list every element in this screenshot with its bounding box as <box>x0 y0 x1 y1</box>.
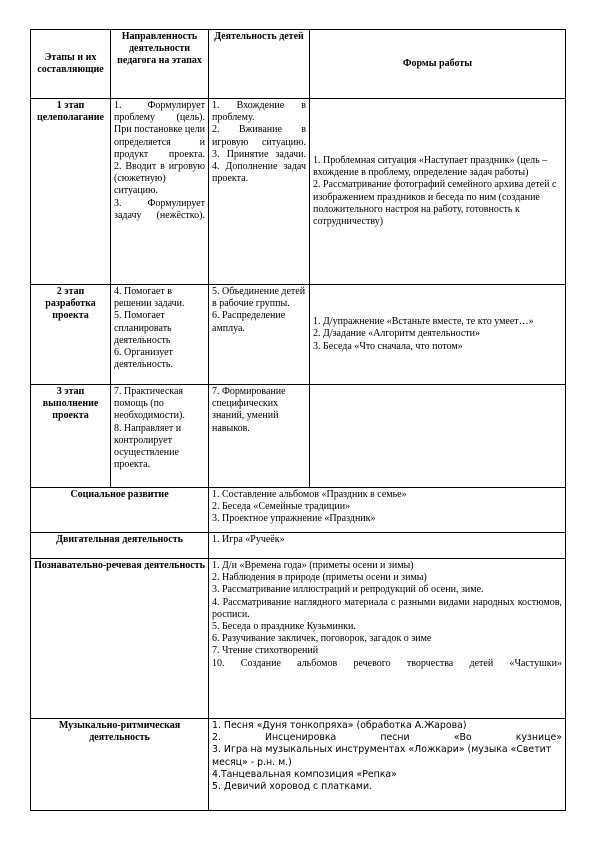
area-cognitive-item: 1. Д/и «Времена года» (приметы осени и зимы) <box>212 560 414 571</box>
table-row-stage-2 <box>31 285 566 385</box>
stage-1-teacher-item: 1. Формулирует проблему (цель). При постановке цели определяется и продукт проекта. <box>114 100 205 160</box>
area-cognitive-item: 4. Рассматривание наглядного материала с разными видами народных костюмов, росписи. <box>212 596 562 620</box>
area-social-items <box>209 488 566 533</box>
stage-1-children-item: 2. Вживание в игровую ситуацию. <box>212 124 306 148</box>
stage-2-teacher-item: 6. Организует деятельность. <box>114 347 173 371</box>
stage-1-teacher-item: 2. Вводит в игровую (сюжетную) ситуацию. <box>114 161 205 197</box>
area-social-item: 2. Беседа «Семейные традиции» <box>212 501 351 513</box>
stage-1-children-item: 3. Принятие задачи. <box>212 148 306 160</box>
area-motor-name: Двигательная деятельность <box>31 533 209 559</box>
stage-2-name: 2 этап разработка проекта <box>31 285 111 385</box>
area-social-item: 3. Проектное упражнение «Праздник» <box>212 513 376 525</box>
area-music-item: 5. Девичий хоровод с платками. <box>212 781 373 793</box>
header-teacher: Направленность деятельности педагога на этапах <box>111 30 209 99</box>
table-row-stage-1 <box>31 99 566 285</box>
area-motor-item: 1. Игра «Ручеёк» <box>212 534 285 545</box>
stage-1-children-item: 4. Дополнение задач проекта. <box>212 161 306 185</box>
area-cognitive-item: 7. Чтение стихотворений <box>212 645 319 657</box>
stage-2-forms-item: 1. Д/упражнение «Встаньте вместе, те кто умеет…» <box>313 316 534 328</box>
table-row-area-cognitive <box>31 559 566 719</box>
stage-3-teacher <box>111 385 209 488</box>
stage-1-forms-item: 1. Проблемная ситуация «Наступает праздник» (цель – вхождение в проблему, определение задач работы) <box>313 154 548 179</box>
area-music-item: 4.Танцевальная композиция «Репка» <box>212 768 397 780</box>
stage-3-name: 3 этап выполнение проекта <box>31 385 111 488</box>
area-cognitive-item: 2. Наблюдения в природе (приметы осени и зимы) <box>212 572 427 584</box>
table-row-area-motor <box>31 533 566 559</box>
stage-1-teacher <box>111 99 209 285</box>
stage-1-name: 1 этап целеполагание <box>31 99 111 285</box>
stage-3-teacher-item: 7. Практическая помощь (по необходимости). <box>114 386 185 422</box>
stage-3-children <box>209 385 310 488</box>
area-cognitive-name: Познавательно-речевая деятельность <box>31 559 209 719</box>
area-cognitive-item: 5. Беседа о празднике Кузьминки. <box>212 621 356 633</box>
stage-2-teacher <box>111 285 209 385</box>
area-cognitive-item: 3. Рассматривание иллюстраций и репродукций об осени, зиме. <box>212 584 484 596</box>
area-music-items <box>209 719 566 811</box>
table-row-area-music <box>31 719 566 811</box>
stage-2-teacher-item: 5. Помогает спланировать деятельность <box>114 310 172 346</box>
area-social-item: 1. Составление альбомов «Праздник в семье» <box>212 489 407 500</box>
area-social-name: Социальное развитие <box>31 488 209 533</box>
area-music-name: Музыкально-ритмическая деятельность <box>31 719 209 811</box>
table-header-row <box>31 30 566 99</box>
stage-1-forms <box>310 99 566 285</box>
header-forms: Формы работы <box>310 30 566 99</box>
stage-2-children-item: 6. Распределение амплуа. <box>212 310 286 334</box>
stage-3-teacher-item: 8. Направляет и контролирует осуществление проекта. <box>114 422 182 471</box>
area-music-item: 2. Инсценировка песни «Во кузнице» <box>212 732 562 744</box>
stage-2-children <box>209 285 310 385</box>
stage-3-forms <box>310 385 566 488</box>
stage-2-forms-item: 3. Беседа «Что сначала, что потом» <box>313 340 463 352</box>
project-stages-table <box>30 29 566 811</box>
area-music-item: 1. Песня «Дуня тонкопряха» (обработка А.Жарова) <box>212 720 467 731</box>
stage-1-forms-item: 2. Рассматривание фотографий семейного архива детей с изображением праздников и беседа по ним (создание положительного настроя на работу, готовность к сотрудничеству) <box>313 179 557 227</box>
table-row-stage-3 <box>31 385 566 488</box>
area-cognitive-items <box>209 559 566 719</box>
area-cognitive-item: 6. Разучивание закличек, поговорок, загадок о зиме <box>212 633 432 645</box>
stage-3-children-item: 7. Формирование специфических знаний, умений навыков. <box>212 386 286 434</box>
stage-2-children-item: 5. Объединение детей в рабочие группы. <box>212 286 306 310</box>
stage-1-children-item: 1. Вхождение в проблему. <box>212 100 306 124</box>
stage-2-forms-item: 2. Д/задание «Алгоритм деятельности» <box>313 328 481 340</box>
area-music-item: 3. Игра на музыкальных инструментах «Ложкари» (музыка «Светит месяц» - р.н. м.) <box>212 744 552 768</box>
stage-1-teacher-item: 3. Формулирует задачу (нежёстко). <box>114 197 205 221</box>
header-stages: Этапы и их составляющие <box>31 30 111 99</box>
header-children: Деятельность детей <box>209 30 310 99</box>
area-cognitive-item: 10. Создание альбомов речевого творчества детей «Частушки» <box>212 657 562 669</box>
area-motor-items <box>209 533 566 559</box>
table-row-area-social <box>31 488 566 533</box>
stage-1-children <box>209 99 310 285</box>
stage-2-teacher-item: 4. Помогает в решении задачи. <box>114 286 185 310</box>
stage-2-forms <box>310 285 566 385</box>
